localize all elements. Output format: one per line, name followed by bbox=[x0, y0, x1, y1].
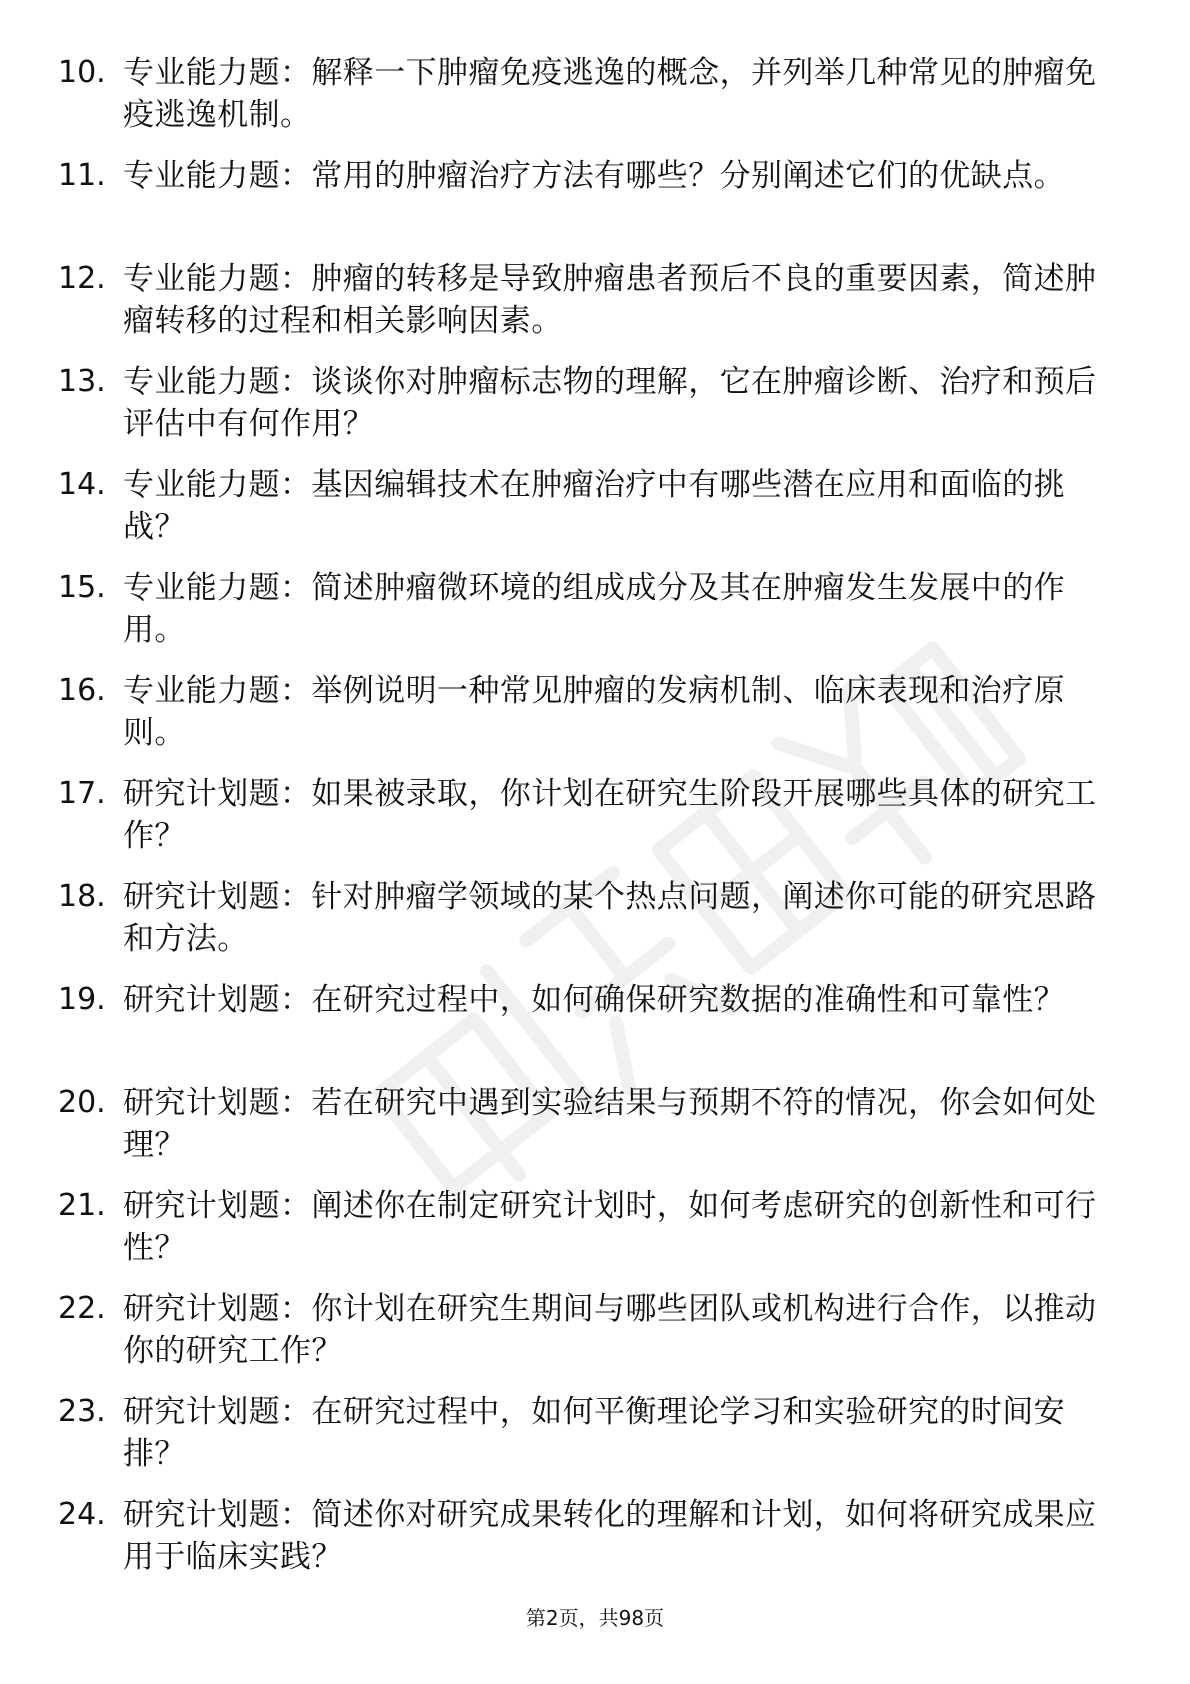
question-number: 14. bbox=[58, 467, 106, 502]
question-text: 专业能力题：简述肿瘤微环境的组成成分及其在肿瘤发生发展中的作用。 bbox=[123, 570, 1065, 648]
list-item bbox=[58, 670, 1120, 773]
list-item bbox=[58, 567, 1120, 670]
list-item bbox=[58, 876, 1120, 979]
question-number: 18. bbox=[58, 879, 106, 914]
question-number: 10. bbox=[58, 55, 106, 90]
question-number: 22. bbox=[58, 1291, 106, 1326]
question-number: 21. bbox=[58, 1188, 106, 1223]
question-text: 研究计划题：在研究过程中，如何确保研究数据的准确性和可靠性？ bbox=[123, 982, 1065, 1018]
question-number: 24. bbox=[58, 1497, 106, 1532]
question-number: 16. bbox=[58, 673, 106, 708]
list-item bbox=[58, 1185, 1120, 1288]
question-text: 专业能力题：谈谈你对肿瘤标志物的理解，它在肿瘤诊断、治疗和预后评估中有何作用？ bbox=[123, 364, 1097, 442]
question-number: 20. bbox=[58, 1085, 106, 1120]
list-item bbox=[58, 1288, 1120, 1391]
list-item bbox=[58, 52, 1120, 155]
list-item bbox=[58, 1082, 1120, 1185]
question-text: 专业能力题：常用的肿瘤治疗方法有哪些？分别阐述它们的优缺点。 bbox=[123, 158, 1065, 194]
question-text: 研究计划题：在研究过程中，如何平衡理论学习和实验研究的时间安排？ bbox=[123, 1394, 1065, 1472]
question-number: 13. bbox=[58, 364, 106, 399]
question-number: 19. bbox=[58, 982, 106, 1017]
question-number: 11. bbox=[58, 158, 106, 193]
question-text: 研究计划题：如果被录取，你计划在研究生阶段开展哪些具体的研究工作？ bbox=[123, 776, 1097, 854]
question-text: 研究计划题：简述你对研究成果转化的理解和计划，如何将研究成果应用于临床实践？ bbox=[123, 1497, 1097, 1575]
question-text: 研究计划题：若在研究中遇到实验结果与预期不符的情况，你会如何处理？ bbox=[123, 1085, 1097, 1163]
question-number: 23. bbox=[58, 1394, 106, 1429]
question-text: 专业能力题：基因编辑技术在肿瘤治疗中有哪些潜在应用和面临的挑战？ bbox=[123, 467, 1065, 545]
list-item bbox=[58, 155, 1120, 258]
list-item bbox=[58, 979, 1120, 1082]
list-item bbox=[58, 258, 1120, 361]
question-number: 15. bbox=[58, 570, 106, 605]
list-item bbox=[58, 464, 1120, 567]
question-number: 12. bbox=[58, 261, 106, 296]
list-item bbox=[58, 773, 1120, 876]
list-item bbox=[58, 361, 1120, 464]
question-text: 专业能力题：肿瘤的转移是导致肿瘤患者预后不良的重要因素，简述肿瘤转移的过程和相关影响因素。 bbox=[123, 261, 1097, 339]
page-number-footer: 第2页，共98页 bbox=[525, 1606, 665, 1630]
question-text: 专业能力题：举例说明一种常见肿瘤的发病机制、临床表现和治疗原则。 bbox=[123, 673, 1065, 751]
question-number: 17. bbox=[58, 776, 106, 811]
question-text: 专业能力题：解释一下肿瘤免疫逃逸的概念，并列举几种常见的肿瘤免疫逃逸机制。 bbox=[123, 55, 1097, 133]
question-list bbox=[58, 52, 1120, 1597]
question-text: 研究计划题：你计划在研究生期间与哪些团队或机构进行合作，以推动你的研究工作？ bbox=[123, 1291, 1097, 1369]
list-item bbox=[58, 1391, 1120, 1494]
question-text: 研究计划题：阐述你在制定研究计划时，如何考虑研究的创新性和可行性？ bbox=[123, 1188, 1097, 1266]
question-text: 研究计划题：针对肿瘤学领域的某个热点问题，阐述你可能的研究思路和方法。 bbox=[123, 879, 1097, 957]
list-item bbox=[58, 1494, 1120, 1597]
